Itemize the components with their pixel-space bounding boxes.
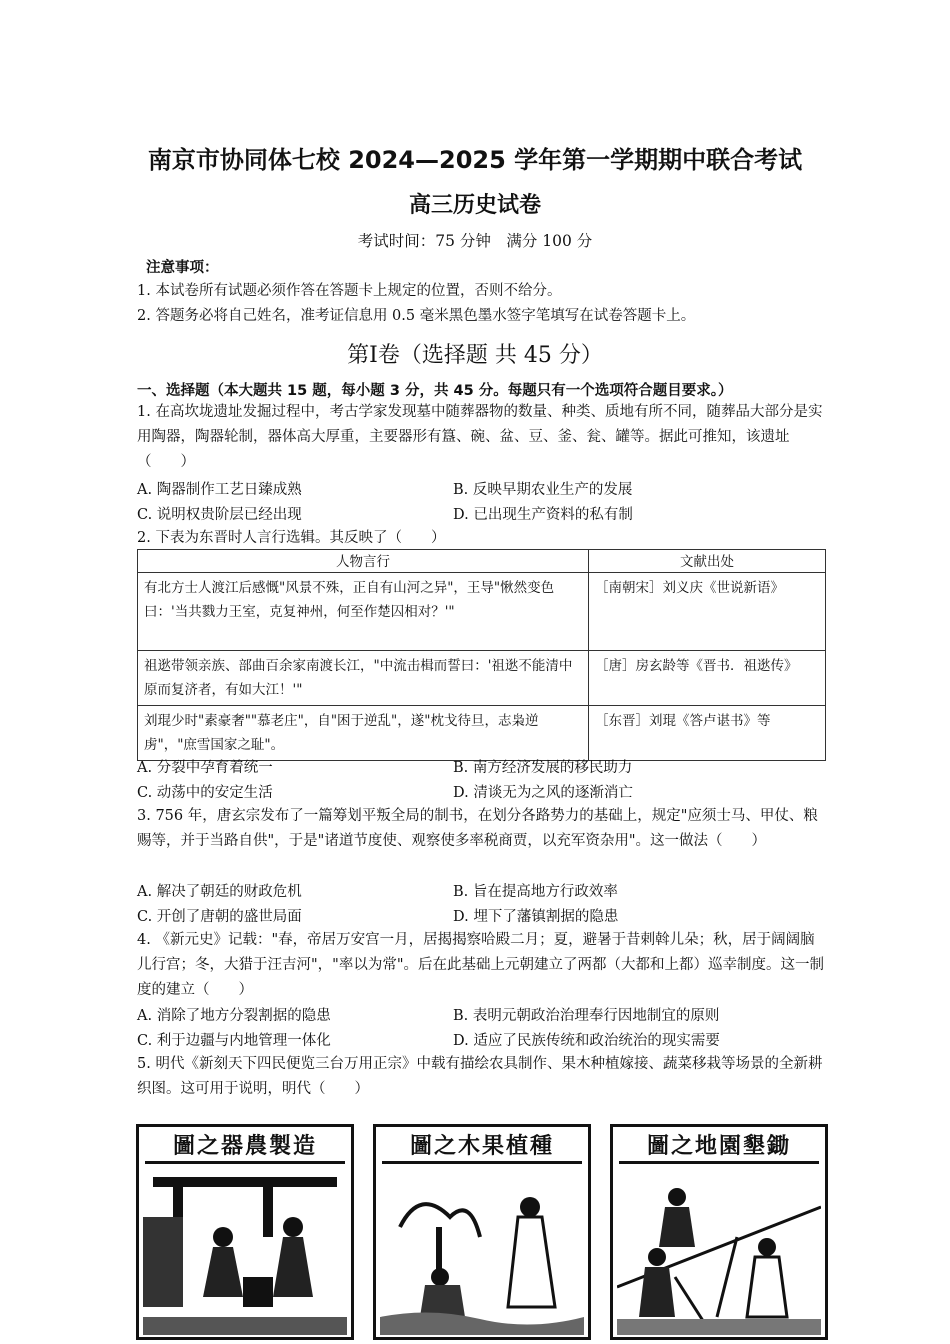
q2-option-d: D. 清谈无为之风的逐渐消亡 bbox=[453, 785, 633, 801]
table-cell: ［东晋］刘琨《答卢谌书》等 bbox=[589, 706, 826, 761]
q3-option-c: C. 开创了唐朝的盛世局面 bbox=[137, 909, 302, 925]
q1-option-a: A. 陶器制作工艺日臻成熟 bbox=[137, 482, 302, 498]
table-cell: ［南朝宋］刘义庆《世说新语》 bbox=[589, 573, 826, 651]
q1-option-c: C. 说明权贵阶层已经出现 bbox=[137, 507, 302, 523]
question-1-stem: 1. 在高坎垅遗址发掘过程中，考古学家发现墓中随葬器物的数量、种类、质地有所不同，随葬品大部分是实用陶器，陶器轮制，器体高大厚重，主要器形有簋、碗、盆、豆、釜、瓮、罐等。据此可推知，该遗址（ ） bbox=[137, 404, 823, 470]
table-cell: 刘琨少时"素豪奢""慕老庄"，自"困于逆乱"，遂"枕戈待旦，志枭逆虏"，"庶雪国家之耻"。 bbox=[138, 706, 589, 761]
table-header-row bbox=[138, 550, 826, 573]
question-3-stem: 3. 756 年，唐玄宗发布了一篇筹划平叛全局的制书，在划分各路势力的基础上，规定"应须士马、甲仗、粮赐等，并于当路自供"，于是"诸道节度使、观察使多率税商贾，以充军资杂用"。这一做法（ ） bbox=[137, 808, 818, 849]
question-2-stem: 2. 下表为东晋时人言行选辑。其反映了（ ） bbox=[137, 530, 446, 546]
woodcut-caption: 圖之器農製造 bbox=[145, 1131, 345, 1164]
table-cell: 有北方士人渡江后感慨"风景不殊，正自有山河之异"，王导"愀然变色曰：'当共戮力王室，克复神州，何至作楚囚相对？'" bbox=[138, 573, 589, 651]
table-header: 人物言行 bbox=[138, 550, 589, 573]
note-item: 2. 答题务必将自己姓名，准考证信息用 0.5 毫米黑色墨水签字笔填写在试卷答题卡上。 bbox=[137, 308, 696, 324]
question-5-stem: 5. 明代《新刻天下四民便览三台万用正宗》中载有描绘农具制作、果木种植嫁接、蔬菜移栽等场景的全新耕织图。这可用于说明，明代（ ） bbox=[137, 1056, 823, 1097]
quote-table bbox=[137, 549, 826, 761]
woodcut-caption: 圖之地園墾鋤 bbox=[619, 1131, 819, 1164]
table-header: 文献出处 bbox=[589, 550, 826, 573]
q2-option-b: B. 南方经济发展的移民助力 bbox=[453, 760, 633, 776]
woodcut-illustrations bbox=[136, 1124, 828, 1340]
table-cell: ［唐］房玄龄等《晋书．祖逖传》 bbox=[589, 651, 826, 706]
q2-option-c: C. 动荡中的安定生活 bbox=[137, 785, 273, 801]
table-row bbox=[138, 651, 826, 706]
woodcut-caption: 圖之木果植種 bbox=[382, 1131, 582, 1164]
section-heading: 一、选择题（本大题共 15 题，每小题 3 分，共 45 分。每题只有一个选项符合题目要求。） bbox=[137, 383, 733, 399]
q2-option-a: A. 分裂中孕育着统一 bbox=[137, 760, 273, 776]
exam-time-info: 考试时间：75 分钟 满分 100 分 bbox=[357, 232, 593, 250]
table-row bbox=[138, 573, 826, 651]
q4-option-a: A. 消除了地方分裂割据的隐患 bbox=[137, 1008, 331, 1024]
woodcut-image-tool-making bbox=[136, 1124, 354, 1340]
notes-heading: 注意事项： bbox=[146, 260, 219, 276]
q3-option-b: B. 旨在提高地方行政效率 bbox=[453, 884, 618, 900]
q4-option-d: D. 适应了民族传统和政治统治的现实需要 bbox=[453, 1033, 720, 1049]
woodcut-image-garden-hoeing bbox=[610, 1124, 828, 1340]
woodcut-figure-icon bbox=[380, 1167, 584, 1335]
q1-option-d: D. 已出现生产资料的私有制 bbox=[453, 507, 633, 523]
note-item: 1. 本试卷所有试题必须作答在答题卡上规定的位置，否则不给分。 bbox=[137, 283, 562, 299]
table-cell: 祖逖带领亲族、部曲百余家南渡长江，"中流击楫而誓曰：'祖逖不能清中原而复济者，有如大江！'" bbox=[138, 651, 589, 706]
q1-option-b: B. 反映早期农业生产的发展 bbox=[453, 482, 633, 498]
q3-option-d: D. 埋下了藩镇割据的隐患 bbox=[453, 909, 619, 925]
volume-heading: 第Ⅰ卷（选择题 共 45 分） bbox=[347, 343, 603, 368]
woodcut-image-fruit-tree bbox=[373, 1124, 591, 1340]
exam-title: 南京市协同体七校 2024—2025 学年第一学期期中联合考试 bbox=[147, 146, 803, 174]
q3-option-a: A. 解决了朝廷的财政危机 bbox=[137, 884, 302, 900]
q4-option-c: C. 利于边疆与内地管理一体化 bbox=[137, 1033, 331, 1049]
woodcut-figure-icon bbox=[143, 1167, 347, 1335]
q4-option-b: B. 表明元朝政治治理奉行因地制宜的原则 bbox=[453, 1008, 720, 1024]
exam-subtitle: 高三历史试卷 bbox=[408, 193, 541, 218]
woodcut-figure-icon bbox=[617, 1167, 821, 1335]
table-row bbox=[138, 706, 826, 761]
question-4-stem: 4. 《新元史》记载："春，帝居万安宫一月，居揭揭察哈殿二月；夏，避暑于昔剌斡儿朵；秋，居于阔阔脑儿行宫；冬，大猎于汪吉河"，"率以为常"。后在此基础上元朝建立了两都（大都和上都）巡幸制度。这一制度的建立（ ） bbox=[137, 932, 825, 998]
